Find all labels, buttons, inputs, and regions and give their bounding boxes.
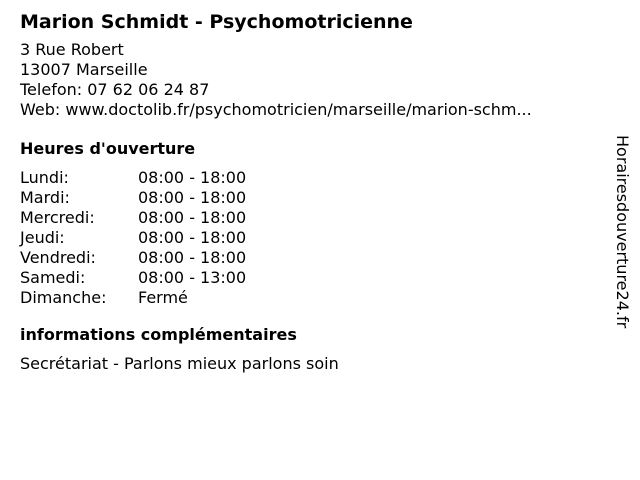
website-line: Web: www.doctolib.fr/psychomotricien/marseille/marion-schm... xyxy=(20,100,532,119)
hours-row-saturday xyxy=(20,268,600,288)
day-label: Dimanche: xyxy=(20,288,107,307)
hours-row-tuesday xyxy=(20,188,600,208)
hours-row-friday xyxy=(20,248,600,268)
day-hours: 08:00 - 13:00 xyxy=(138,268,247,287)
street-address: 3 Rue Robert xyxy=(20,40,124,59)
additional-info-heading: informations complémentaires xyxy=(20,325,297,344)
day-hours: 08:00 - 18:00 xyxy=(138,208,247,227)
site-watermark: Horairesdouverture24.fr xyxy=(613,135,632,329)
day-label: Mardi: xyxy=(20,188,70,207)
day-hours: 08:00 - 18:00 xyxy=(138,188,247,207)
day-hours: 08:00 - 18:00 xyxy=(138,248,247,267)
business-card xyxy=(20,8,600,374)
phone-line: Telefon: 07 62 06 24 87 xyxy=(20,80,210,99)
day-label: Vendredi: xyxy=(20,248,96,267)
hours-row-monday xyxy=(20,168,600,188)
hours-row-sunday xyxy=(20,288,600,308)
opening-hours-heading: Heures d'ouverture xyxy=(20,139,196,158)
hours-row-thursday xyxy=(20,228,600,248)
city-postcode: 13007 Marseille xyxy=(20,60,148,79)
day-hours: Fermé xyxy=(138,288,188,307)
day-label: Mercredi: xyxy=(20,208,95,227)
day-label: Lundi: xyxy=(20,168,69,187)
day-label: Samedi: xyxy=(20,268,86,287)
business-name: Marion Schmidt - Psychomotricienne xyxy=(20,11,413,33)
day-hours: 08:00 - 18:00 xyxy=(138,228,247,247)
hours-row-wednesday xyxy=(20,208,600,228)
additional-info-text: Secrétariat - Parlons mieux parlons soin xyxy=(20,354,339,373)
opening-hours-table xyxy=(20,168,600,308)
day-hours: 08:00 - 18:00 xyxy=(138,168,247,187)
day-label: Jeudi: xyxy=(20,228,65,247)
